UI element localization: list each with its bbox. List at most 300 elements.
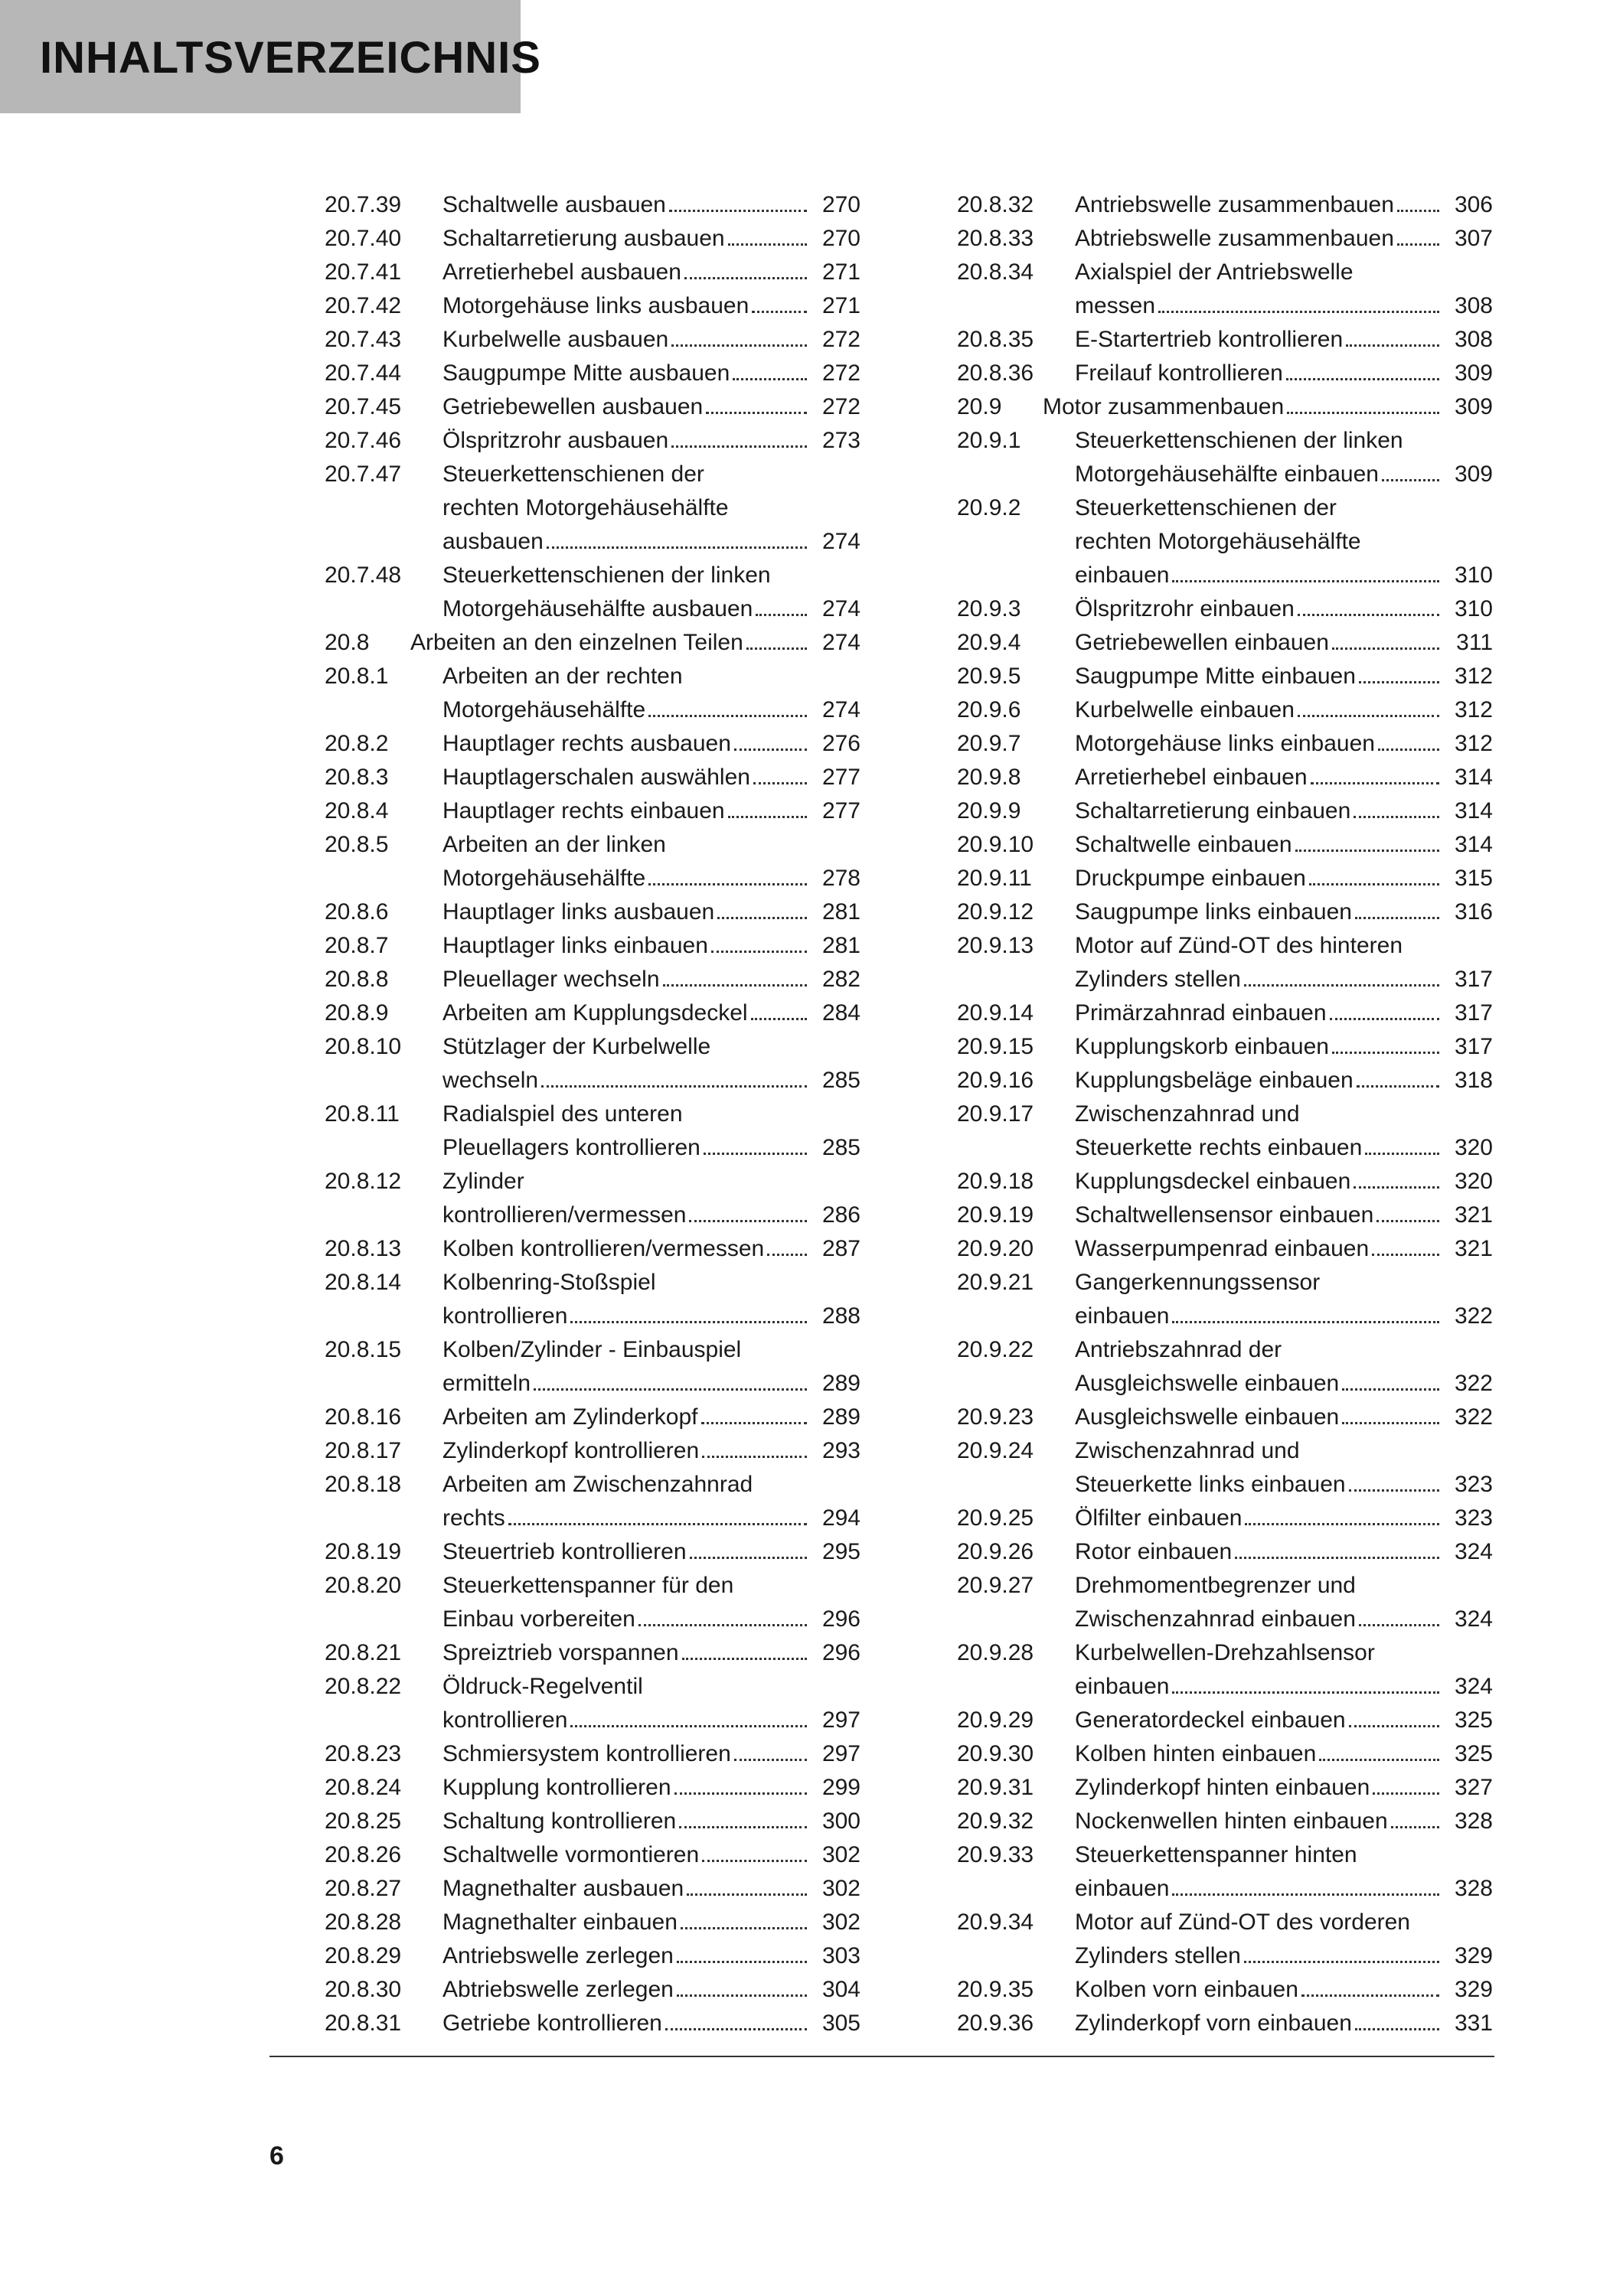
toc-entry[interactable] (957, 1636, 1493, 1704)
toc-entry[interactable] (957, 895, 1493, 929)
dot-leader (733, 378, 807, 380)
toc-entry[interactable] (957, 222, 1493, 256)
toc-entry-page: 314 (1454, 798, 1493, 823)
toc-entry[interactable] (957, 424, 1493, 491)
toc-entry-page: 297 (821, 1707, 860, 1733)
toc-entry[interactable] (325, 323, 860, 357)
toc-entry-page: 324 (1454, 1674, 1493, 1699)
toc-entry[interactable] (325, 1939, 860, 1973)
toc-entry-number: 20.8.30 (325, 1977, 402, 2002)
toc-entry-page: 321 (1454, 1236, 1493, 1261)
toc-entry[interactable] (325, 390, 860, 424)
toc-entry-title: Motorgehäusehälfte einbauen (1075, 461, 1379, 487)
toc-entry-page: 331 (1454, 2011, 1493, 2036)
toc-entry-number: 20.9.20 (957, 1236, 1034, 1261)
toc-entry-number: 20.8.23 (325, 1741, 402, 1766)
toc-entry-number: 20.8.22 (325, 1674, 402, 1699)
toc-entry-title: kontrollieren/vermessen (442, 1202, 687, 1228)
toc-entry-page: 322 (1454, 1404, 1493, 1430)
toc-entry[interactable] (325, 1266, 860, 1333)
toc-entry-title: Hauptlager links ausbauen (442, 899, 715, 925)
toc-entry[interactable] (325, 761, 860, 794)
toc-entry-page: 329 (1454, 1943, 1493, 1968)
toc-entry-title: Ölspritzrohr ausbauen (442, 428, 669, 453)
toc-entry[interactable] (957, 1502, 1493, 1535)
dot-leader (1244, 1961, 1439, 1963)
toc-entry-title: Steuerkette links einbauen (1075, 1472, 1346, 1497)
toc-entry-title: Motorgehäuse links ausbauen (442, 293, 749, 318)
dot-leader (1309, 883, 1439, 885)
toc-entry[interactable] (325, 2007, 860, 2040)
toc-entry-page: 300 (821, 1808, 860, 1834)
toc-entry-title: Zylinders stellen (1075, 967, 1241, 992)
toc-entry-number: 20.7.45 (325, 394, 402, 419)
toc-entry-title: Motorgehäusehälfte (442, 697, 646, 722)
toc-entry-page: 322 (1454, 1303, 1493, 1329)
toc-entry-page: 328 (1454, 1808, 1493, 1834)
toc-entry-page: 317 (1454, 1000, 1493, 1026)
toc-entry[interactable] (957, 794, 1493, 828)
toc-entry[interactable] (325, 1771, 860, 1805)
toc-entry-title: Kurbelwelle einbauen (1075, 697, 1295, 722)
toc-entry-number: 20.9.8 (957, 765, 1021, 790)
toc-entry-title: Kupplungsdeckel einbauen (1075, 1169, 1351, 1194)
toc-entry-number: 20.8.20 (325, 1573, 402, 1598)
toc-entry[interactable] (957, 256, 1493, 323)
dot-leader (1359, 681, 1439, 683)
dot-leader (1332, 1052, 1439, 1054)
toc-entry[interactable] (957, 761, 1493, 794)
toc-entry-number: 20.9.2 (957, 495, 1021, 520)
toc-entry-number: 20.8.34 (957, 259, 1034, 285)
dot-leader (1301, 1994, 1439, 1997)
toc-entry-number: 20.9.19 (957, 1202, 1034, 1228)
toc-entry-title: Ausgleichswelle einbauen (1075, 1371, 1340, 1396)
toc-entry-page: 289 (821, 1371, 860, 1396)
toc-entry-number: 20.8.21 (325, 1640, 402, 1665)
toc-entry-number: 20.9.18 (957, 1169, 1034, 1194)
toc-entry-title: Gangerkennungssensor (1075, 1270, 1321, 1295)
toc-entry-page: 299 (821, 1775, 860, 1800)
toc-entry[interactable] (325, 1805, 860, 1838)
toc-entry-title: Kolben kontrollieren/vermessen (442, 1236, 765, 1261)
dot-leader (1349, 1489, 1439, 1492)
toc-entry-title: Ölspritzrohr einbauen (1075, 596, 1295, 621)
toc-entry-title: Kurbelwelle ausbauen (442, 327, 669, 352)
toc-entry[interactable] (325, 1401, 860, 1434)
toc-entry-number: 20.8.27 (325, 1876, 402, 1901)
toc-entry-number: 20.9.29 (957, 1707, 1034, 1733)
toc-entry-title: Motorgehäusehälfte ausbauen (442, 596, 753, 621)
toc-entry-page: 295 (821, 1539, 860, 1564)
toc-entry[interactable] (325, 895, 860, 929)
toc-entry-page: 308 (1454, 327, 1493, 352)
toc-entry-title: Schaltung kontrollieren (442, 1808, 677, 1834)
toc-entry-page: 310 (1454, 563, 1493, 588)
toc-entry[interactable] (325, 458, 860, 559)
toc-entry-number: 20.8.1 (325, 664, 389, 689)
toc-entry[interactable] (325, 1097, 860, 1165)
toc-entry-page: 310 (1454, 596, 1493, 621)
dot-leader (677, 1961, 807, 1963)
toc-entry[interactable] (325, 424, 860, 458)
dot-leader (746, 647, 807, 650)
toc-entry-title: Motor auf Zünd-OT des hinteren (1075, 933, 1403, 958)
toc-entry-title: Arretierhebel einbauen (1075, 765, 1308, 790)
toc-entry[interactable] (325, 1232, 860, 1266)
dot-leader (1319, 1759, 1439, 1761)
toc-entry-page: 321 (1454, 1202, 1493, 1228)
toc-entry-page: 289 (821, 1404, 860, 1430)
dot-leader (701, 1422, 808, 1424)
dot-leader (1357, 1085, 1439, 1088)
toc-column-left (325, 188, 860, 2040)
toc-entry-number: 20.8.17 (325, 1438, 402, 1463)
dot-leader (1372, 1254, 1439, 1256)
toc-entry[interactable] (325, 1569, 860, 1636)
toc-entry-number: 20.8.33 (957, 226, 1034, 251)
toc-entry-page: 276 (821, 731, 860, 756)
toc-entry[interactable] (957, 1838, 1493, 1906)
toc-entry-title: Steuerkettenschienen der (1075, 495, 1337, 520)
toc-entry[interactable] (957, 1973, 1493, 2007)
toc-entry-title: Abtriebswelle zusammenbauen (1075, 226, 1394, 251)
toc-entry-number: 20.9.6 (957, 697, 1021, 722)
toc-entry-title: Spreiztrieb vorspannen (442, 1640, 679, 1665)
toc-entry-title: Zylinder (442, 1169, 524, 1194)
dot-leader (689, 1220, 807, 1222)
toc-entry-page: 302 (821, 1842, 860, 1867)
toc-entry[interactable] (957, 1434, 1493, 1502)
dot-leader (1298, 614, 1439, 616)
toc-entry[interactable] (325, 559, 860, 626)
toc-entry[interactable] (957, 693, 1493, 727)
dot-leader (1346, 344, 1439, 347)
toc-entry[interactable] (325, 794, 860, 828)
toc-entry-number: 20.9.11 (957, 866, 1032, 891)
dot-leader (541, 1085, 807, 1088)
toc-entry[interactable] (325, 1333, 860, 1401)
toc-entry-number: 20.9.1 (957, 428, 1021, 453)
toc-entry[interactable] (957, 862, 1493, 895)
toc-entry-page: 277 (821, 798, 860, 823)
toc-entry-title: Saugpumpe Mitte einbauen (1075, 664, 1356, 689)
toc-entry[interactable] (957, 323, 1493, 357)
toc-entry-page: 317 (1454, 1034, 1493, 1059)
toc-entry[interactable] (957, 1569, 1493, 1636)
toc-entry-page: 329 (1454, 1977, 1493, 2002)
toc-entry[interactable] (957, 1906, 1493, 1973)
toc-entry-page: 293 (821, 1438, 860, 1463)
toc-entry-number: 20.9.27 (957, 1573, 1034, 1598)
dot-leader (728, 816, 807, 818)
dot-leader (767, 1254, 807, 1256)
toc-entry-number: 20.9.25 (957, 1505, 1034, 1531)
dot-leader (690, 1557, 807, 1559)
dot-leader (752, 311, 807, 313)
footer-divider (269, 2056, 1494, 2057)
toc-entry-page: 271 (821, 293, 860, 318)
toc-entry[interactable] (957, 1165, 1493, 1199)
toc-entry[interactable] (325, 357, 860, 390)
dot-leader (1397, 210, 1439, 212)
toc-entry[interactable] (957, 1097, 1493, 1165)
toc-entry-title: Öldruck-Regelventil (442, 1674, 643, 1699)
toc-entry-number: 20.9.13 (957, 933, 1034, 958)
toc-entry[interactable] (325, 1468, 860, 1535)
toc-entry-number: 20.8.6 (325, 899, 389, 925)
toc-entry-title: Antriebswelle zusammenbauen (1075, 192, 1394, 217)
toc-entry-page: 324 (1454, 1539, 1493, 1564)
toc-entry-page: 312 (1454, 731, 1493, 756)
dot-leader (682, 1658, 807, 1660)
toc-entry[interactable] (325, 1838, 860, 1872)
dot-leader (547, 546, 807, 549)
dot-leader (570, 1725, 807, 1727)
toc-entry[interactable] (957, 1535, 1493, 1569)
toc-entry-page: 277 (821, 765, 860, 790)
toc-entry[interactable] (957, 1030, 1493, 1064)
toc-entry-number: 20.7.39 (325, 192, 402, 217)
toc-entry-page: 270 (821, 226, 860, 251)
dot-leader (1298, 715, 1439, 717)
toc-entry[interactable] (325, 1906, 860, 1939)
toc-entry[interactable] (957, 1737, 1493, 1771)
toc-entry-title: Steuerkettenschienen der linken (1075, 428, 1403, 453)
toc-entry[interactable] (325, 1872, 860, 1906)
dot-leader (1158, 311, 1439, 313)
toc-entry[interactable] (957, 996, 1493, 1030)
toc-entry[interactable] (325, 1973, 860, 2007)
toc-entry-title: Nockenwellen hinten einbauen (1075, 1808, 1388, 1834)
toc-entry-title: Rotor einbauen (1075, 1539, 1233, 1564)
toc-entry-title: Saugpumpe links einbauen (1075, 899, 1352, 925)
toc-entry[interactable] (325, 1434, 860, 1468)
toc-entry-number: 20.8.14 (325, 1270, 402, 1295)
toc-entry[interactable] (957, 1199, 1493, 1232)
dot-leader (1365, 1153, 1439, 1155)
toc-entry-number: 20.8.28 (325, 1910, 402, 1935)
toc-entry-number: 20.8.9 (325, 1000, 389, 1026)
toc-entry-number: 20.9.28 (957, 1640, 1034, 1665)
dot-leader (681, 1927, 807, 1929)
toc-entry[interactable] (325, 289, 860, 323)
toc-entry-number: 20.8.32 (957, 192, 1034, 217)
toc-entry-title: Generatordeckel einbauen (1075, 1707, 1346, 1733)
toc-entry[interactable] (957, 1805, 1493, 1838)
toc-entry[interactable] (325, 222, 860, 256)
dot-leader (1354, 1186, 1439, 1189)
dot-leader (1245, 1523, 1439, 1525)
toc-entry-page: 274 (821, 697, 860, 722)
dot-leader (1244, 984, 1439, 987)
toc-entry-number: 20.7.41 (325, 259, 402, 285)
toc-entry-number: 20.7.42 (325, 293, 402, 318)
toc-entry-number: 20.7.46 (325, 428, 402, 453)
toc-entry-title: Arbeiten an der rechten (442, 664, 683, 689)
toc-entry-page: 312 (1454, 664, 1493, 689)
toc-entry[interactable] (957, 1771, 1493, 1805)
dot-leader (534, 1388, 807, 1391)
toc-entry[interactable] (325, 996, 860, 1030)
toc-entry-title: Steuerkettenschienen der (442, 461, 704, 487)
dot-leader (1235, 1557, 1439, 1559)
dot-leader (1342, 1422, 1439, 1424)
toc-entry[interactable] (325, 1670, 860, 1737)
toc-entry-title: Motor auf Zünd-OT des vorderen (1075, 1910, 1410, 1935)
toc-entry[interactable] (325, 660, 860, 727)
toc-entry-number: 20.8.25 (325, 1808, 402, 1834)
toc-entry[interactable] (325, 1737, 860, 1771)
toc-entry-page: 288 (821, 1303, 860, 1329)
dot-leader (1354, 816, 1439, 818)
page-number: 6 (269, 2141, 284, 2170)
toc-entry[interactable] (325, 1030, 860, 1097)
toc-entry-title: Einbau vorbereiten (442, 1606, 635, 1632)
toc-entry-page: 286 (821, 1202, 860, 1228)
toc-entry-title: Arbeiten am Zwischenzahnrad (442, 1472, 753, 1497)
toc-entry-number: 20.9.22 (957, 1337, 1034, 1362)
toc-entry[interactable] (325, 188, 860, 222)
toc-entry-number: 20.9.17 (957, 1101, 1034, 1127)
toc-entry-title: Motor zusammenbauen (1043, 394, 1285, 419)
toc-entry-title: Freilauf kontrollieren (1075, 360, 1283, 386)
toc-entry-number: 20.9.15 (957, 1034, 1034, 1059)
toc-entry[interactable] (957, 1333, 1493, 1401)
toc-entry-title: Getriebewellen einbauen (1075, 630, 1329, 655)
toc-entry[interactable] (957, 2007, 1493, 2040)
toc-entry-title: Axialspiel der Antriebswelle (1075, 259, 1354, 285)
toc-entry-page: 314 (1454, 765, 1493, 790)
toc-entry-page: 309 (1454, 394, 1493, 419)
toc-entry-page: 322 (1454, 1371, 1493, 1396)
toc-entry-title: Kolben hinten einbauen (1075, 1741, 1317, 1766)
toc-entry-page: 284 (821, 1000, 860, 1026)
dot-leader (1330, 1018, 1439, 1020)
toc-entry[interactable] (957, 1704, 1493, 1737)
toc-entry[interactable] (957, 1401, 1493, 1434)
toc-entry[interactable] (325, 963, 860, 996)
toc-entry[interactable] (957, 828, 1493, 862)
toc-entry-page: 311 (1456, 630, 1493, 655)
toc-entry-title: Kolben vorn einbauen (1075, 1977, 1298, 2002)
toc-entry-page: 281 (821, 899, 860, 925)
toc-entry-page: 314 (1454, 832, 1493, 857)
toc-entry-page: 273 (821, 428, 860, 453)
toc-entry-page: 285 (821, 1068, 860, 1093)
toc-entry-title: Zylinderkopf hinten einbauen (1075, 1775, 1370, 1800)
toc-entry-number: 20.9.26 (957, 1539, 1034, 1564)
dot-leader (704, 1153, 807, 1155)
toc-entry[interactable] (957, 727, 1493, 761)
toc-entry[interactable] (325, 1165, 860, 1232)
toc-entry[interactable] (325, 626, 860, 660)
toc-entry-number: 20.8.31 (325, 2011, 402, 2036)
dot-leader (648, 715, 807, 717)
toc-entry-page: 324 (1454, 1606, 1493, 1632)
toc-entry[interactable] (325, 256, 860, 289)
toc-entry-page: 315 (1454, 866, 1493, 891)
toc-entry-page: 272 (821, 327, 860, 352)
toc-entry-number: 20.9.3 (957, 596, 1021, 621)
toc-entry-title: Radialspiel des unteren (442, 1101, 683, 1127)
toc-entry-page: 325 (1454, 1707, 1493, 1733)
toc-entry[interactable] (325, 1535, 860, 1569)
toc-entry-number: 20.9.10 (957, 832, 1034, 857)
toc-entry[interactable] (957, 188, 1493, 222)
dot-leader (753, 782, 807, 784)
dot-leader (648, 883, 807, 885)
toc-entry-number: 20.8.5 (325, 832, 389, 857)
toc-entry-number: 20.9.5 (957, 664, 1021, 689)
toc-entry-title: Zylinders stellen (1075, 1943, 1241, 1968)
toc-entry[interactable] (957, 1266, 1493, 1333)
toc-entry-title: Pleuellagers kontrollieren (442, 1135, 700, 1160)
dot-leader (677, 1994, 807, 1997)
toc-entry-title: Ausgleichswelle einbauen (1075, 1404, 1340, 1430)
toc-entry[interactable] (957, 390, 1493, 424)
toc-entry-page: 274 (821, 596, 860, 621)
toc-entry-title: Ölfilter einbauen (1075, 1505, 1243, 1531)
toc-entry-number: 20.8.18 (325, 1472, 402, 1497)
toc-entry-title: Motorgehäusehälfte (442, 866, 646, 891)
toc-entry-title: kontrollieren (442, 1707, 568, 1733)
toc-entry-title: Magnethalter ausbauen (442, 1876, 684, 1901)
dot-leader (570, 1321, 807, 1323)
toc-entry-title: einbauen (1075, 1876, 1170, 1901)
toc-entry-number: 20.8.4 (325, 798, 389, 823)
toc-entry[interactable] (957, 929, 1493, 996)
toc-entry-title: Arbeiten an der linken (442, 832, 666, 857)
toc-entry-page: 304 (821, 1977, 860, 2002)
toc-entry-number: 20.8.2 (325, 731, 389, 756)
toc-entry-number: 20.9.4 (957, 630, 1021, 655)
toc-entry-title: kontrollieren (442, 1303, 568, 1329)
toc-entry-page: 303 (821, 1943, 860, 1968)
toc-entry[interactable] (957, 592, 1493, 626)
toc-entry-number: 20.9.30 (957, 1741, 1034, 1766)
toc-entry[interactable] (957, 357, 1493, 390)
toc-entry-title: messen (1075, 293, 1156, 318)
toc-entry-number: 20.7.40 (325, 226, 402, 251)
dot-leader (728, 243, 807, 246)
toc-entry-title: Abtriebswelle zerlegen (442, 1977, 674, 2002)
toc-entry[interactable] (957, 1232, 1493, 1266)
dot-leader (706, 412, 807, 414)
toc-entry[interactable] (957, 491, 1493, 592)
dot-leader (1286, 378, 1439, 380)
toc-entry[interactable] (957, 626, 1493, 660)
dot-leader (1359, 1624, 1439, 1626)
toc-entry-number: 20.8.19 (325, 1539, 402, 1564)
toc-entry[interactable] (325, 828, 860, 895)
toc-entry-title: Kupplungskorb einbauen (1075, 1034, 1329, 1059)
toc-entry-title: einbauen (1075, 1674, 1170, 1699)
toc-entry[interactable] (325, 727, 860, 761)
toc-entry-page: 272 (821, 360, 860, 386)
toc-entry[interactable] (957, 1064, 1493, 1097)
dot-leader (1342, 1388, 1439, 1391)
toc-entry-title: Kupplung kontrollieren (442, 1775, 671, 1800)
toc-entry[interactable] (325, 1636, 860, 1670)
toc-entry[interactable] (957, 660, 1493, 693)
dot-leader (702, 1860, 807, 1862)
toc-entry-title: Hauptlager links einbauen (442, 933, 708, 958)
toc-entry[interactable] (325, 929, 860, 963)
toc-entry-number: 20.9.7 (957, 731, 1021, 756)
toc-entry-title: Schaltarretierung ausbauen (442, 226, 725, 251)
dot-leader (1397, 243, 1439, 246)
